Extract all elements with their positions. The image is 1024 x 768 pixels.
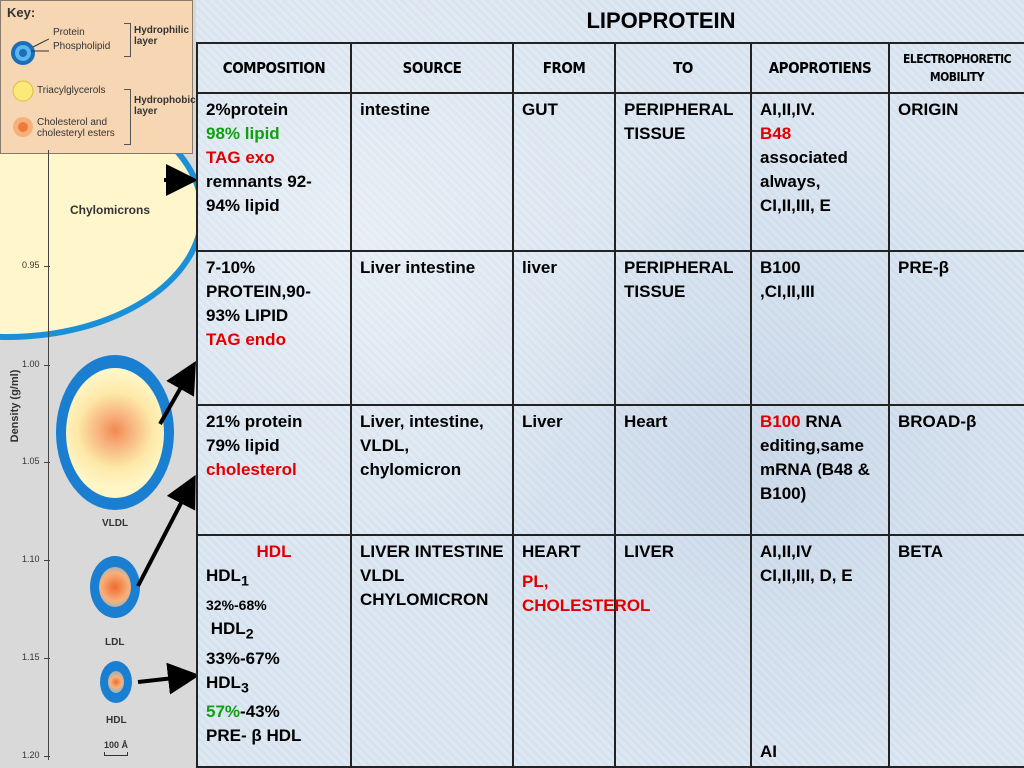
- composition-lipid: 98% lipid: [206, 124, 280, 143]
- composition-pre-beta: PRE- β HDL: [206, 726, 302, 746]
- cell-apoproteins: [751, 535, 889, 767]
- cell-mobility: BROAD-β: [889, 405, 1024, 535]
- from-heart: HEART: [522, 542, 581, 561]
- vldl-label: VLDL: [102, 518, 129, 529]
- cell-source: intestine: [351, 93, 513, 251]
- hdl1-pct: 32%-68%: [206, 597, 267, 614]
- tick-100: 1.00: [22, 359, 40, 369]
- hdl1-sub: 1: [240, 573, 249, 590]
- cell-source: Liver intestine: [351, 251, 513, 405]
- cell-to: Heart: [615, 405, 751, 535]
- hdl3-pct: [206, 700, 342, 724]
- header-to: TO: [615, 43, 751, 93]
- arrow-hdl: [138, 676, 192, 682]
- apo-b48: B48: [760, 124, 792, 143]
- table-row: [197, 251, 1024, 405]
- apo-note: associated always,: [760, 148, 848, 191]
- composition-protein: 7-10%: [206, 258, 256, 277]
- header-composition: COMPOSITION: [197, 43, 351, 93]
- cell-mobility: PRE-β: [889, 251, 1024, 405]
- cell-composition: [197, 405, 351, 535]
- cell-apoproteins: [751, 405, 889, 535]
- composition-hdl1: [206, 564, 342, 593]
- cell-apoproteins: [751, 93, 889, 251]
- tick-120: 1.20: [22, 750, 40, 760]
- composition-remnants: remnants 92-94% lipid: [206, 172, 312, 215]
- from-pl-cholesterol: PL, CHOLESTEROL: [522, 572, 651, 615]
- cell-apoproteins: [751, 251, 889, 405]
- composition-lipid: PROTEIN,90-93% LIPID: [206, 282, 311, 325]
- table-row: [197, 535, 1024, 767]
- tick-110: 1.10: [22, 554, 40, 564]
- hdl2-pct: 33%-67%: [206, 648, 280, 668]
- header-source: SOURCE: [351, 43, 513, 93]
- hdl3-text: HDL: [206, 672, 241, 692]
- composition-lipid: 79% lipid: [206, 436, 280, 455]
- header-apoproteins: APOPROTIENS: [751, 43, 889, 93]
- cell-from: GUT: [513, 93, 615, 251]
- apo-c: ,CI,II,III: [760, 282, 815, 301]
- cell-mobility: ORIGIN: [889, 93, 1024, 251]
- composition-cholesterol: cholesterol: [206, 460, 297, 479]
- table-header-row: [197, 43, 1024, 93]
- apo-c: CI,II,III, D, E: [760, 566, 853, 585]
- hdl1-text: HDL: [206, 566, 241, 585]
- apo-a: AI,II,IV: [760, 542, 812, 561]
- apo-a: B100: [760, 258, 801, 277]
- cell-composition: [197, 93, 351, 251]
- composition-hdl-title: HDL: [256, 542, 292, 561]
- composition-tag: TAG exo: [206, 148, 275, 167]
- composition-protein: 21% protein: [206, 412, 303, 431]
- arrow-ldl: [138, 482, 192, 586]
- apo-b100: B100: [760, 412, 801, 431]
- tick-095: 0.95: [22, 260, 40, 270]
- ldl-label: LDL: [105, 637, 125, 648]
- key-triacylglycerols-label: Triacylglycerols: [37, 85, 106, 96]
- apo-a: AI,II,IV.: [760, 100, 816, 119]
- hdl3-pct-a: 57%: [206, 702, 241, 722]
- hdl2-sub: 2: [245, 626, 254, 643]
- cell-mobility: BETA: [889, 535, 1024, 767]
- apo-ai-bottom: AI: [760, 742, 777, 761]
- chylomicrons-label: Chylomicrons: [70, 203, 151, 217]
- composition-tag: TAG endo: [206, 330, 286, 349]
- hdl-label: HDL: [106, 715, 127, 726]
- lipoprotein-table: [196, 42, 1024, 768]
- cell-from: Liver: [513, 405, 615, 535]
- cell-composition: [197, 251, 351, 405]
- cell-to: PERIPHERAL TISSUE: [615, 93, 751, 251]
- table-row: [197, 93, 1024, 251]
- scale-label: 100 Å: [104, 740, 129, 750]
- arrow-vldl: [160, 368, 192, 424]
- density-axis-label: Density (g/ml): [9, 369, 21, 443]
- lipoprotein-table-area: [196, 0, 1024, 768]
- tick-105: 1.05: [22, 456, 40, 466]
- composition-hdl2: [206, 617, 342, 646]
- apo-note: RNA editing,same mRNA (B48 & B100): [760, 412, 870, 503]
- composition-hdl3: [206, 671, 342, 700]
- cell-composition: [197, 535, 351, 767]
- page-title: LIPOPROTEIN: [586, 8, 736, 33]
- cell-from: liver: [513, 251, 615, 405]
- hdl3-sub: 3: [240, 680, 249, 697]
- key-title: Key:: [7, 5, 36, 20]
- cell-source: LIVER INTESTINE VLDL CHYLOMICRON: [351, 535, 513, 767]
- composition-protein: 2%protein: [206, 100, 289, 119]
- apo-c: CI,II,III, E: [760, 196, 831, 215]
- tick-115: 1.15: [22, 652, 40, 662]
- header-electrophoretic-mobility: ELECTROPHORETIC MOBILITY: [889, 43, 1024, 93]
- key-hydrophobic-label: Hydrophobic layer: [134, 95, 196, 117]
- cell-to: PERIPHERAL TISSUE: [615, 251, 751, 405]
- hdl2-text: HDL: [210, 619, 246, 639]
- cell-source: Liver, intestine, VLDL, chylomicron: [351, 405, 513, 535]
- key-cholesterol-label: Cholesterol and cholesteryl esters: [37, 117, 115, 139]
- hdl3-pct-b: -43%: [240, 702, 280, 722]
- key-phospholipid-label: Phospholipid: [53, 41, 111, 52]
- cell-to: LIVER: [615, 535, 751, 767]
- key-protein-label: Protein: [53, 27, 85, 38]
- key-hydrophilic-label: Hydrophilic layer: [134, 25, 190, 47]
- header-from: FROM: [513, 43, 615, 93]
- table-row: [197, 405, 1024, 535]
